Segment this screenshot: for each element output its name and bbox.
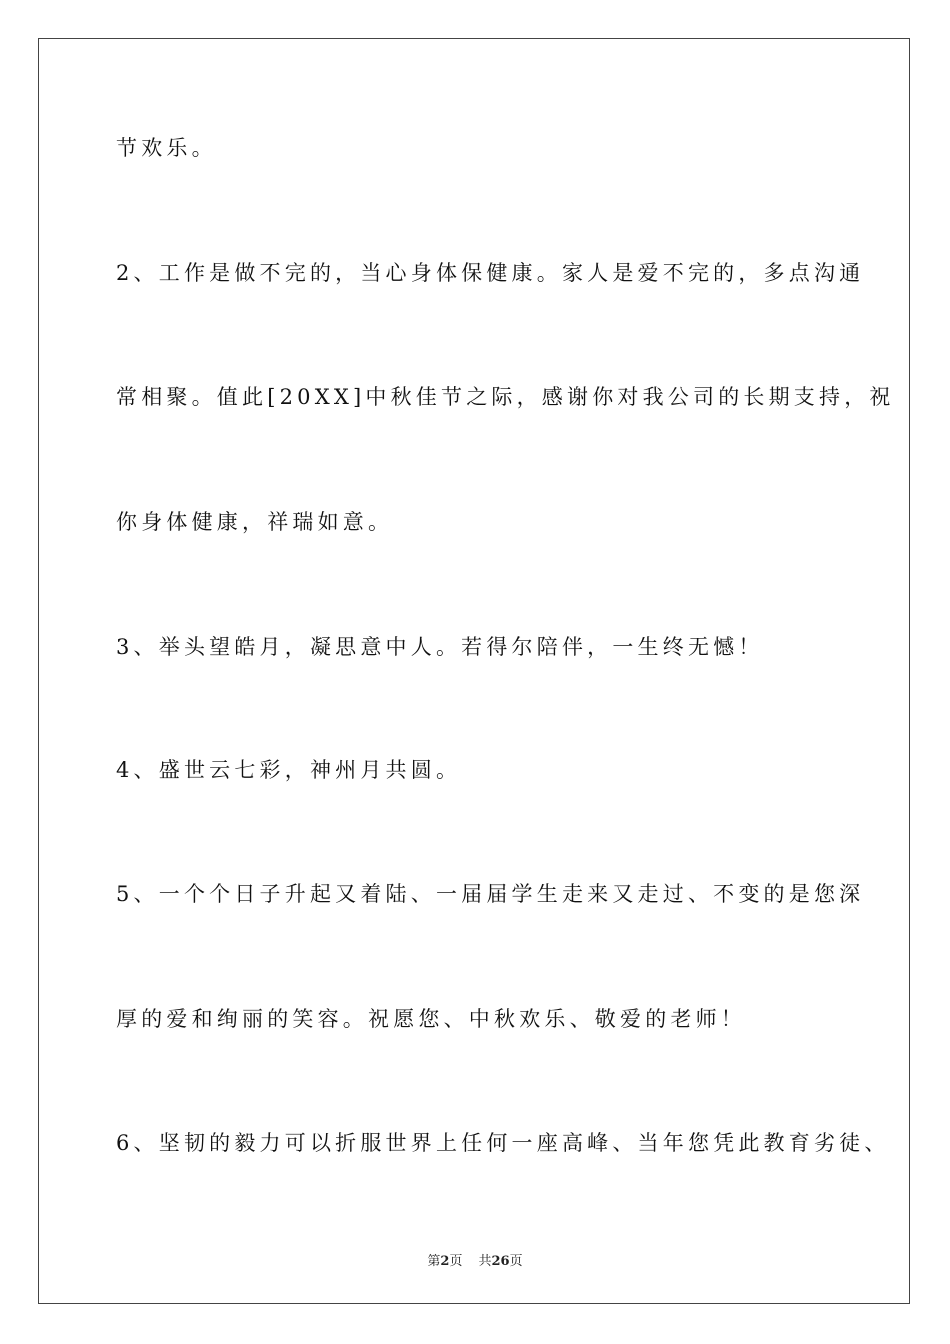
page-number: 2 xyxy=(440,1254,450,1269)
text-line: 节欢乐。 xyxy=(116,136,217,160)
page-border xyxy=(38,38,910,1304)
text-line: 2、工作是做不完的，当心身体保健康。家人是爱不完的，多点沟通 xyxy=(116,261,865,285)
page-prefix: 第 xyxy=(427,1254,441,1269)
total-pages: 26 xyxy=(491,1254,510,1269)
page-suffix: 页 xyxy=(449,1254,463,1269)
text-line: 6、坚韧的毅力可以折服世界上任何一座高峰、当年您凭此教育劣徒、 xyxy=(116,1131,890,1155)
text-line: 5、一个个日子升起又着陆、一届届学生走来又走过、不变的是您深 xyxy=(116,882,865,906)
page-footer xyxy=(0,1250,950,1269)
text-line: 常相聚。值此[20XX]中秋佳节之际，感谢你对我公司的长期支持，祝 xyxy=(116,385,895,409)
text-line: 厚的爱和绚丽的笑容。祝愿您、中秋欢乐、敬爱的老师！ xyxy=(116,1007,746,1031)
text-line: 你身体健康，祥瑞如意。 xyxy=(116,510,394,534)
total-prefix: 共 xyxy=(478,1254,492,1269)
total-suffix: 页 xyxy=(509,1254,523,1269)
text-line: 4、盛世云七彩，神州月共圆。 xyxy=(116,758,462,782)
text-line: 3、举头望皓月，凝思意中人。若得尔陪伴，一生终无憾！ xyxy=(116,635,764,659)
